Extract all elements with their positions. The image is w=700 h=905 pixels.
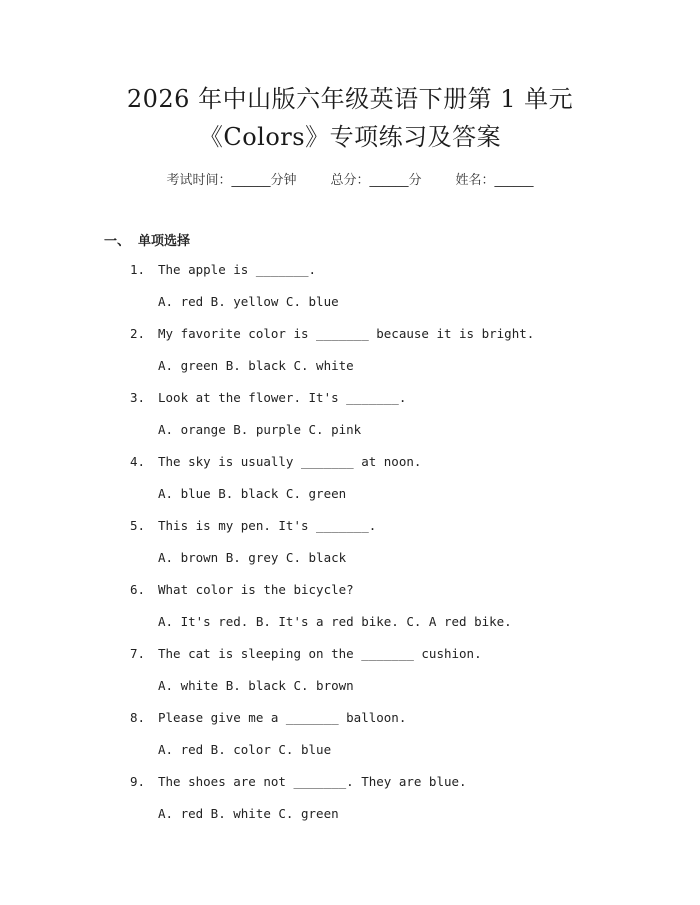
answer-options: A. red B. color C. blue (158, 742, 332, 757)
question-item (0, 262, 700, 294)
document-title-line-2: 《Colors》专项练习及答案 (198, 123, 502, 151)
answer-options: A. orange B. purple C. pink (158, 422, 362, 437)
question-text: The shoes are not _______. They are blue. (158, 774, 467, 789)
question-text: Please give me a _______ balloon. (158, 710, 407, 725)
section-heading (104, 230, 190, 249)
question-number: 8. (130, 710, 146, 725)
question-number: 4. (130, 454, 146, 469)
answer-options: A. green B. black C. white (158, 358, 354, 373)
section-number: 一、 (104, 234, 131, 249)
exam-time-field: 考试时间：______分钟 (166, 173, 297, 188)
question-item (0, 646, 700, 678)
question-text: My favorite color is _______ because it is bright. (158, 326, 535, 341)
question-text: The apple is _______. (158, 262, 317, 277)
question-item (0, 326, 700, 358)
question-options (0, 486, 700, 518)
answer-options: A. blue B. black C. green (158, 486, 347, 501)
exam-info-bar (0, 169, 700, 188)
question-number: 3. (130, 390, 146, 405)
question-options (0, 550, 700, 582)
student-name-field: 姓名：______ (455, 173, 534, 188)
question-options (0, 614, 700, 646)
question-number: 1. (130, 262, 146, 277)
question-number: 2. (130, 326, 146, 341)
question-item (0, 454, 700, 486)
question-options (0, 358, 700, 390)
question-options (0, 806, 700, 838)
question-options (0, 294, 700, 326)
question-number: 5. (130, 518, 146, 533)
question-options (0, 742, 700, 774)
answer-options: A. white B. black C. brown (158, 678, 354, 693)
question-item (0, 390, 700, 422)
question-number: 7. (130, 646, 146, 661)
question-options (0, 422, 700, 454)
question-text: The cat is sleeping on the _______ cushion. (158, 646, 482, 661)
question-options (0, 678, 700, 710)
question-text: This is my pen. It's _______. (158, 518, 377, 533)
answer-options: A. brown B. grey C. black (158, 550, 347, 565)
answer-options: A. red B. white C. green (158, 806, 339, 821)
answer-options: A. It's red. B. It's a red bike. C. A red bike. (158, 614, 512, 629)
document-title-line-1: 2026 年中山版六年级英语下册第 1 单元 (126, 85, 574, 113)
question-number: 6. (130, 582, 146, 597)
question-item (0, 582, 700, 614)
question-text: The sky is usually _______ at noon. (158, 454, 422, 469)
question-number: 9. (130, 774, 146, 789)
total-score-field: 总分：______分 (330, 173, 422, 188)
question-list (0, 262, 700, 838)
answer-options: A. red B. yellow C. blue (158, 294, 339, 309)
question-text: Look at the flower. It's _______. (158, 390, 407, 405)
section-title: 单项选择 (138, 234, 191, 249)
question-item (0, 774, 700, 806)
question-item (0, 710, 700, 742)
question-text: What color is the bicycle? (158, 582, 354, 597)
question-item (0, 518, 700, 550)
